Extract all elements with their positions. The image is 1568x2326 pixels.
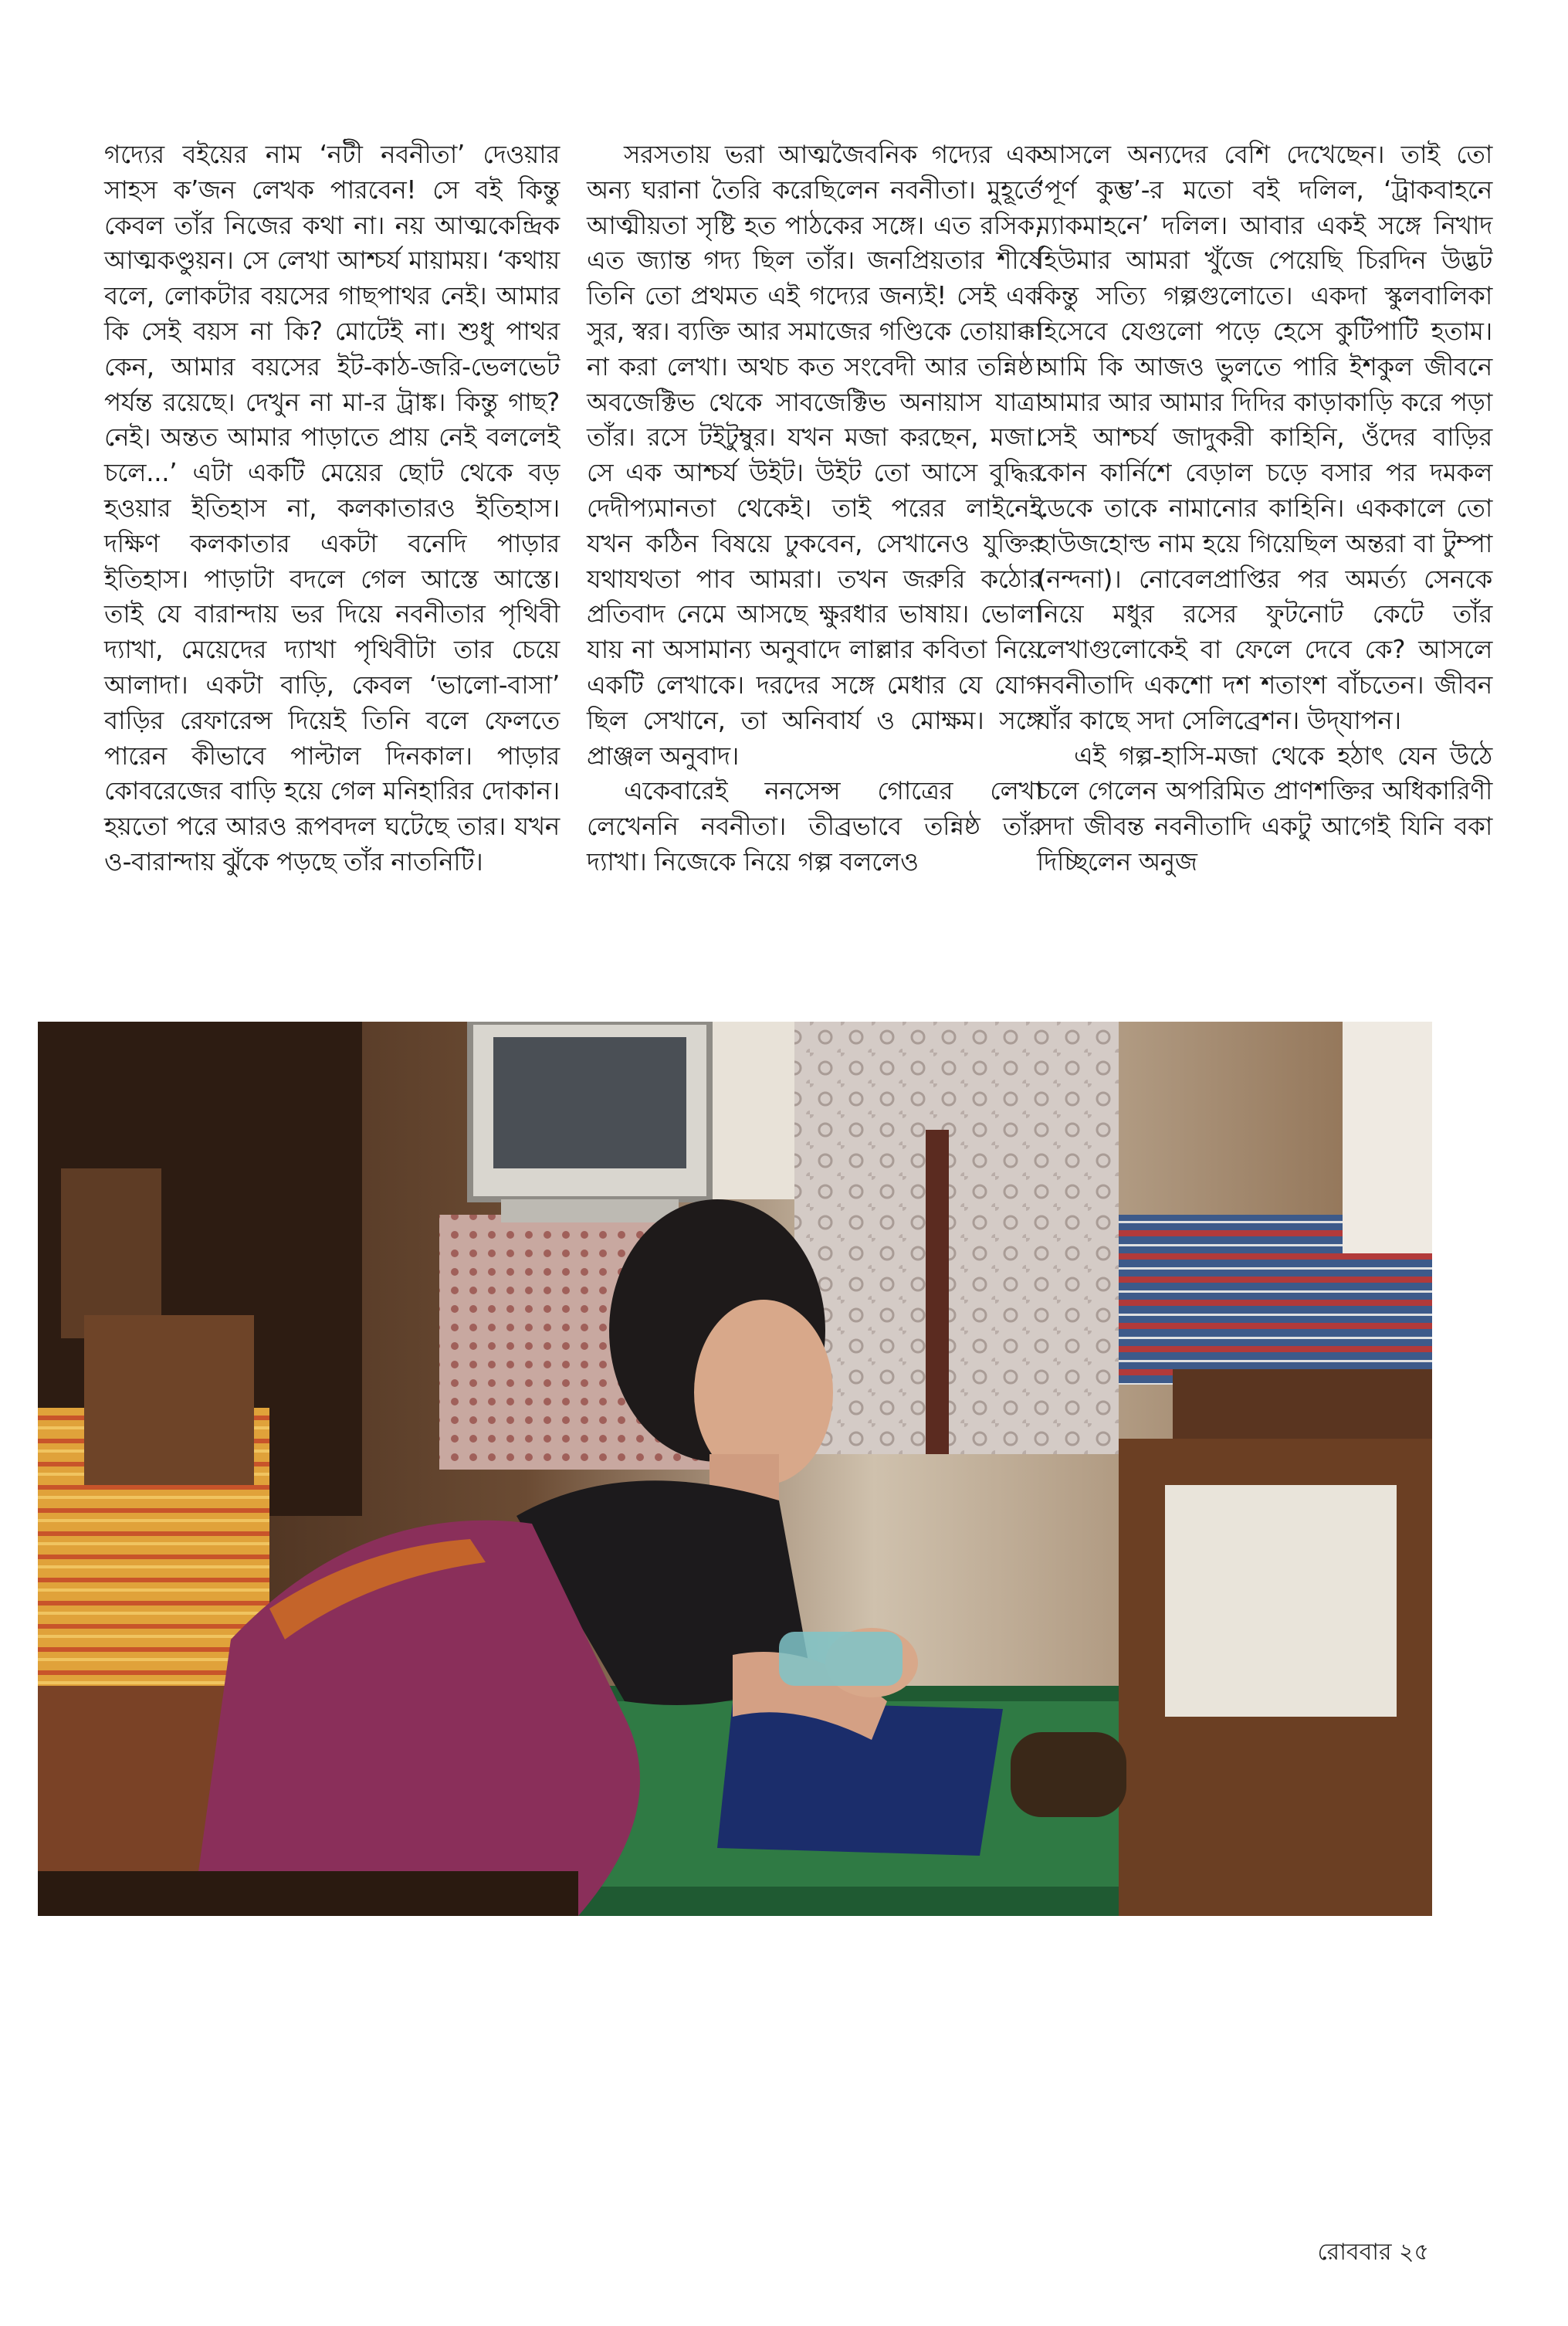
paragraph: এই গল্প-হাসি-মজা থেকে হঠাৎ যেন উঠে চলে গেলেন অপরিমিত প্রাণশক্তির অধিকারিণী সদা জীবন্ত নবনীতাদি একটু আগেই যিনি বকা দিচ্ছিলেন অনুজ: [1037, 741, 1492, 876]
floor: [38, 1871, 578, 1916]
curtain: [794, 1022, 1119, 1454]
article-column-3: [1037, 137, 1492, 880]
tv-base: [501, 1199, 679, 1222]
paragraph: সরসতায় ভরা আত্মজৈবনিক গদ্যের এক অন্য ঘরানা তৈরি করেছিলেন নবনীতা। মুহূর্তে আত্মীয়তা সৃষ্টি হত পাঠকের সঙ্গে। এত রসিক, এত জ্যান্ত গদ্য ছিল তাঁর। জনপ্রিয়তার শীর্ষে তিনি তো প্রথমত এই গদ্যের জন্যই! সেই এক সুর, স্বর। ব্যক্তি আর সমাজের গণ্ডিকে তোয়াক্কা না করা লেখা। অথচ কত সংবেদী আর তন্নিষ্ঠ। অবজেক্টিভ থেকে সাবজেক্টিভ অনায়াস যাত্রা তাঁর। রসে টইটুম্বুর। যখন মজা করছেন, মজা। সে এক আশ্চর্য উইট। উইট তো আসে বুদ্ধির দেদীপ্যমানতা থেকেই। তাই পরের লাইনেই যখন কঠিন বিষয়ে ঢুকবেন, সেখানেও যুক্তির যথাযথতা পাব আমরা। তখন জরুরি কঠোর প্রতিবাদ নেমে আসছে ক্ষুরধার ভাষায়। ভোলা যায় না অসামান্য অনুবাদে লাল্লার কবিতা নিয়ে একটি লেখাকে। দরদের সঙ্গে মেধার যে যোগ ছিল সেখানে, তা অনিবার্য ও মোক্ষম। সঙ্গে প্রাঞ্জল অনুবাদ।: [587, 140, 1042, 771]
wall-cabinet: [61, 1168, 161, 1338]
paragraph: আসলে অন্যদের বেশি দেখেছেন। তাই তো ‘পূর্ণ কুম্ভ’-র মতো বই দলিল, ‘ট্রাকবাহনে ম্যাকমাহনে’ দলিল। আবার একই সঙ্গে নিখাদ হিউমার আমরা খুঁজে পেয়েছি চিরদিন উদ্ভট কিন্তু সত্যি গল্পগুলোতে। একদা স্কুলবালিকা হিসেবে যেগুলো পড়ে হেসে কুটিপাটি হতাম। আমি কি আজও ভুলতে পারি ইশকুল জীবনে আমার আর আমার দিদির কাড়াকাড়ি করে পড়া সেই আশ্চর্য জাদুকরী কাহিনি, ওঁদের বাড়ির কোন কার্নিশে বেড়াল চড়ে বসার পর দমকল ডেকে তাকে নামানোর কাহিনি। এককালে তো হাউজহোল্ড নাম হয়ে গিয়েছিল অন্তরা বা টুম্পা (নন্দনা)। নোবেলপ্রাপ্তির পর অমর্ত্য সেনকে নিয়ে মধুর রসের ফুটনোট কেটে তাঁর লেখাগুলোকেই বা ফেলে দেবে কে? আসলে নবনীতাদি একশো দশ শতাংশ বাঁচতেন। জীবন যাঁর কাছে সদা সেলিব্রেশন। উদ্‌যাপন।: [1037, 140, 1492, 735]
figurine-shelf: [1343, 1022, 1432, 1253]
paragraph: গদ্যের বইয়ের নাম ‘নটী নবনীতা’ দেওয়ার সাহস ক’জন লেখক পারবেন! সে বই কিন্তু কেবল তাঁর নিজের কথা না। নয় আত্মকেন্দ্রিক আত্মকণ্ডুয়ন। সে লেখা আশ্চর্য মায়াময়। ‘কথায় বলে, লোকটার বয়সের গাছপাথর নেই। আমার কি সেই বয়স না কি? মোটেই না। শুধু পাথর কেন, আমার বয়সের ইট-কাঠ-জরি-ভেলভেট পর্যন্ত রয়েছে। দেখুন না মা-র ট্রাঙ্ক। কিন্তু গাছ? নেই। অন্তত আমার পাড়াতে প্রায় নেই বললেই চলে...’ এটা একটি মেয়ের ছোট থেকে বড় হওয়ার ইতিহাস না, কলকাতারও ইতিহাস। দক্ষিণ কলকাতার একটা বনেদি পাড়ার ইতিহাস। পাড়াটা বদলে গেল আস্তে আস্তে। তাই যে বারান্দায় ভর দিয়ে নবনীতার পৃথিবী দ্যাখা, মেয়েদের দ্যাখা পৃথিবীটা তার চেয়ে আলাদা। একটা বাড়ি, কেবল ‘ভালো-বাসা’ বাড়ির রেফারেন্স দিয়েই তিনি বলে ফেলতে পারেন কীভাবে পাল্টাল দিনকাল। পাড়ার কোবরেজের বাড়ি হয়ে গেল মনিহারির দোকান। হয়তো পরে আরও রূপবদল ঘটেছে তার। যখন ও-বারান্দায় ঝুঁকে পড়ছে তাঁর নাতনিটি।: [104, 140, 560, 876]
photo-illustration: [38, 1022, 1432, 1916]
spectacle-case: [1011, 1732, 1126, 1817]
doorway-gap: [926, 1130, 949, 1454]
article-column-2: [587, 137, 1042, 880]
article-column-1: [104, 137, 560, 880]
papers-stack: [1165, 1485, 1397, 1717]
paragraph: একেবারেই ননসেন্স গোত্রের লেখা লেখেননি নবনীতা। তীব্রভাবে তন্নিষ্ঠ তাঁর দ্যাখা। নিজেকে নিয়ে গল্প বললেও: [587, 776, 1042, 876]
wooden-chair-back: [84, 1315, 254, 1485]
writer-at-desk-photo: [38, 1022, 1432, 1916]
tv-screen: [493, 1037, 686, 1168]
page-footer: [1318, 2233, 1429, 2273]
page-number: রোববার ২৫: [1317, 2239, 1429, 2266]
pencil-box: [779, 1632, 903, 1686]
